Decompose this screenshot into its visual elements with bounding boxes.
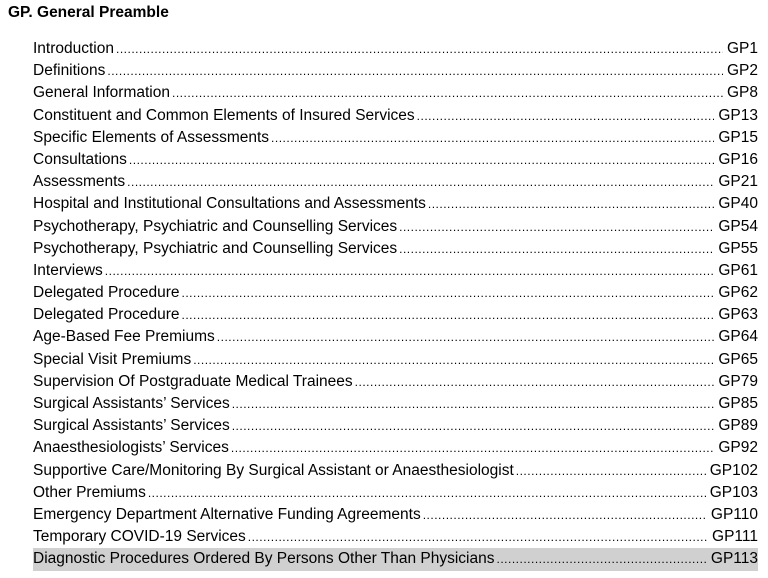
toc-entry-label: Age-Based Fee Premiums [33, 328, 215, 346]
toc-entry-page: GP111 [712, 528, 758, 546]
toc-entry-label: Supervision Of Postgraduate Medical Trainees [33, 372, 353, 390]
toc-entry-label: Psychotherapy, Psychiatric and Counselling Services [33, 217, 398, 235]
toc-entry-page: GP85 [718, 395, 758, 412]
toc-entry-label: Surgical Assistants’ Services [33, 395, 230, 412]
toc-entry-page: GP1 [726, 40, 758, 57]
toc-entry-label: Surgical Assistants’ Services [33, 417, 230, 435]
toc-entry-label: Specific Elements of Assessments [33, 128, 270, 146]
toc-entry[interactable] [33, 38, 758, 60]
toc-entry[interactable] [33, 282, 758, 304]
toc-entry-page: GP79 [718, 372, 758, 390]
dot-leader [129, 149, 714, 171]
toc-entry[interactable] [33, 149, 758, 171]
toc-entry-label: Hospital and Institutional Consultations and Assessments [33, 195, 426, 213]
dot-leader [516, 460, 706, 482]
toc-entry[interactable] [33, 326, 758, 348]
toc-entry-label: Consultations [33, 150, 127, 168]
toc-entry[interactable] [33, 171, 758, 193]
dot-leader [193, 349, 714, 371]
toc-entry-page: GP54 [718, 217, 758, 235]
toc-entry-label: Delegated Procedure [33, 306, 180, 324]
toc-entry-label: Assessments [33, 173, 126, 191]
dot-leader [428, 193, 714, 215]
toc-entry-label: Introduction [33, 40, 114, 57]
dot-leader [271, 127, 714, 149]
dot-leader [248, 526, 708, 548]
toc-entry-label: Emergency Department Alternative Funding Agreements [33, 505, 421, 523]
toc-entry-label: Constituent and Common Elements of Insured Services [33, 106, 415, 124]
toc-entry-page: GP61 [718, 261, 758, 279]
dot-leader [355, 371, 715, 393]
toc-entry-label: Interviews [33, 261, 103, 279]
toc-entry[interactable] [33, 415, 758, 437]
toc-entry-page: GP40 [718, 195, 758, 213]
toc-entry[interactable] [33, 304, 758, 326]
toc-entry[interactable] [33, 193, 758, 215]
toc-entry-page: GP2 [726, 62, 758, 80]
toc-entry[interactable] [33, 82, 758, 104]
toc-entry-label: Supportive Care/Monitoring By Surgical Assistant or Anaesthesiologist [33, 461, 514, 479]
toc-entry-label: Anaesthesiologists’ Services [33, 439, 229, 457]
toc-entry-page: GP103 [709, 483, 758, 501]
dot-leader [182, 304, 715, 326]
dot-leader [231, 437, 715, 459]
toc-entry[interactable] [33, 60, 758, 82]
toc-entry-label: Diagnostic Procedures Ordered By Persons Other Than Physicians [33, 550, 495, 568]
toc-entry[interactable] [33, 105, 758, 127]
toc-entry[interactable] [33, 216, 758, 238]
toc-entry-page: GP92 [718, 439, 758, 457]
dot-leader [127, 171, 714, 193]
toc-entry-page: GP16 [718, 150, 758, 168]
dot-leader [423, 504, 707, 526]
dot-leader [148, 482, 706, 504]
toc-entry-label: Delegated Procedure [33, 284, 180, 302]
toc-entry-label: General Information [33, 84, 170, 102]
section-heading: GP. General Preamble [8, 4, 169, 21]
toc-entry-page: GP62 [718, 284, 758, 302]
dot-leader [105, 260, 715, 282]
dot-leader [232, 393, 715, 415]
toc-entry-page: GP55 [718, 239, 758, 257]
toc-entry-page: GP15 [718, 128, 758, 146]
toc-entry-page: GP21 [718, 173, 758, 191]
dot-leader [399, 238, 714, 260]
toc-entry-page: GP110 [710, 505, 758, 523]
toc-entry-page: GP89 [718, 417, 758, 435]
dot-leader [107, 60, 723, 82]
dot-leader [232, 415, 715, 437]
toc-entry[interactable] [33, 127, 758, 149]
toc-entry-page: GP13 [718, 106, 758, 124]
toc-entry[interactable] [33, 526, 758, 548]
toc-entry-page: GP64 [718, 328, 758, 346]
dot-leader [182, 282, 715, 304]
toc-entry-label: Definitions [33, 62, 106, 80]
toc-entry[interactable] [33, 260, 758, 282]
toc-entry[interactable] [33, 460, 758, 482]
toc-entry-label: Other Premiums [33, 483, 146, 501]
toc-entry-label: Temporary COVID-19 Services [33, 528, 246, 546]
toc-entry-page: GP113 [710, 550, 758, 568]
toc-entry-selected[interactable] [33, 548, 758, 570]
toc-entry-page: GP65 [718, 350, 758, 368]
toc-entry[interactable] [33, 371, 758, 393]
toc-entry-page: GP63 [718, 306, 758, 324]
dot-leader [417, 105, 715, 127]
dot-leader [172, 82, 723, 104]
toc-entry-page: GP102 [709, 461, 758, 479]
dot-leader [116, 38, 723, 60]
toc-entry[interactable] [33, 349, 758, 371]
table-of-contents [33, 38, 758, 571]
dot-leader [217, 326, 715, 348]
dot-leader [497, 548, 707, 570]
toc-entry[interactable] [33, 482, 758, 504]
toc-entry[interactable] [33, 393, 758, 415]
toc-entry[interactable] [33, 504, 758, 526]
toc-entry-label: Psychotherapy, Psychiatric and Counselling Services [33, 239, 398, 257]
toc-entry-page: GP8 [726, 84, 758, 102]
toc-entry[interactable] [33, 437, 758, 459]
toc-entry[interactable] [33, 238, 758, 260]
dot-leader [399, 216, 714, 238]
toc-entry-label: Special Visit Premiums [33, 350, 192, 368]
